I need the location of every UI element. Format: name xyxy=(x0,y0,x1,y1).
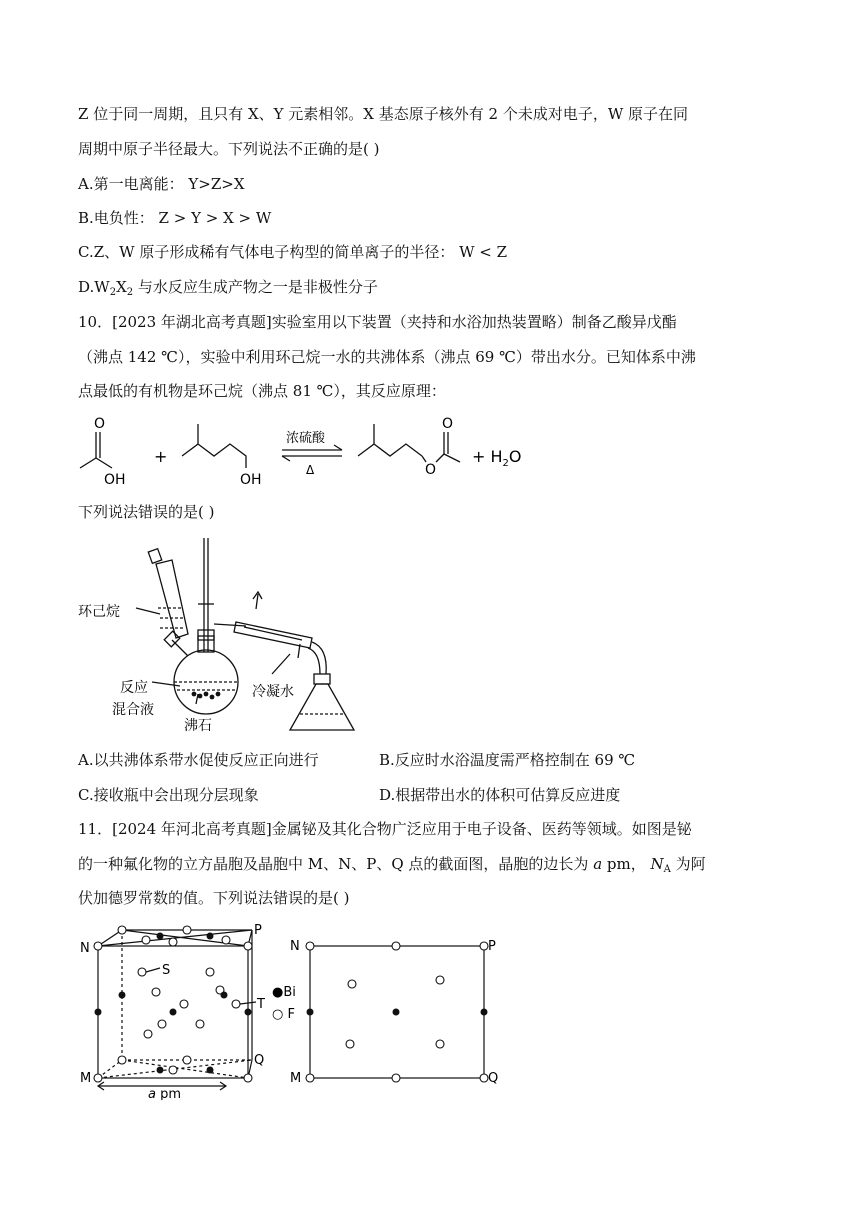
unit-cell-diagram xyxy=(76,920,306,1100)
q11-line1: 11．[2024 年河北高考真题]金属铋及其化合物广泛应用于电子设备、医药等领域。如图是铋 xyxy=(78,820,692,838)
q11-line2-text: 的一种氟化物的立方晶胞及晶胞中 M、N、P、Q 点的截面图，晶胞的边长为 xyxy=(78,855,594,873)
hydroxyl-label-2: OH xyxy=(240,472,262,488)
q10-option-d: D.根据带出水的体积可估算反应进度 xyxy=(379,786,621,804)
label-mixture: 混合液 xyxy=(112,702,154,718)
formula-w-sub: 2 xyxy=(109,287,117,298)
heat-label: Δ xyxy=(306,463,315,477)
water-h: + H xyxy=(472,447,503,466)
label-boiling-stone: 沸石 xyxy=(184,718,212,734)
cross-section-diagram xyxy=(286,932,506,1092)
label-cyclohexane: 环己烷 xyxy=(78,604,120,620)
section-label-n: N xyxy=(290,939,300,954)
formula-w: W xyxy=(94,278,110,296)
formula-x: X xyxy=(116,278,127,296)
q9-option-c: C.Z、W 原子形成稀有气体电子构型的简单离子的半径： W < Z xyxy=(78,243,508,261)
q9-option-d xyxy=(78,276,378,304)
edge-symbol: a xyxy=(593,855,603,873)
label-cooling-water: 冷凝水 xyxy=(252,684,294,700)
oxygen-label-1: O xyxy=(94,416,106,432)
q11-line3: 伏加德罗常数的值。下列说法错误的是( ) xyxy=(78,889,350,907)
oxygen-label-2: O xyxy=(442,416,454,432)
section-label-p: P xyxy=(488,939,496,954)
distillation-apparatus xyxy=(76,534,376,744)
q10-option-a: A.以共沸体系带水促使反应正向进行 xyxy=(78,751,319,769)
catalyst-label: 浓硫酸 xyxy=(286,431,326,446)
water-o: O xyxy=(508,447,522,466)
hydroxyl-label-1: OH xyxy=(104,472,126,488)
q9-option-a: A.第一电离能： Y>Z>X xyxy=(78,175,245,193)
water-sub: 2 xyxy=(502,458,509,469)
q10-line2: （沸点 142 ℃），实验中利用环己烷一水的共沸体系（沸点 69 ℃）带出水分。已知体系中沸 xyxy=(78,348,696,366)
q11-line2-end: 为阿 xyxy=(670,855,706,873)
q10-prompt: 下列说法错误的是( ) xyxy=(78,503,215,521)
cube-edge-label xyxy=(148,1087,181,1100)
cube-label-m: M xyxy=(80,1071,92,1086)
formula-x-sub: 2 xyxy=(126,287,134,298)
q10-line1: 10．[2023 年湖北高考真题]实验室用以下装置（夹持和水浴加热装置略）制备乙酸异戊酯 xyxy=(78,313,677,331)
q11-line2 xyxy=(78,853,706,881)
q9-option-d-text: 与水反应生成产物之一是非极性分子 xyxy=(133,278,378,296)
q10-option-b: B.反应时水浴温度需严格控制在 69 ℃ xyxy=(379,751,636,769)
cube-label-s: S xyxy=(162,963,171,978)
cube-label-n: N xyxy=(80,941,90,956)
legend-bi: ●Bi xyxy=(272,985,296,1000)
avogadro-sub: A xyxy=(663,864,671,875)
edge-unit: pm， xyxy=(602,855,651,873)
q9-option-b: B.电负性： Z > Y > X > W xyxy=(78,209,272,227)
plus-sign: + xyxy=(154,447,168,466)
cube-label-q: Q xyxy=(254,1053,265,1068)
reaction-scheme xyxy=(70,410,540,492)
section-label-q: Q xyxy=(488,1071,499,1086)
ester-oxygen-label: O xyxy=(425,462,437,478)
label-reaction: 反应 xyxy=(120,680,148,696)
q9-line2: 周期中原子半径最大。下列说法不正确的是( ) xyxy=(78,140,380,158)
cube-label-t: T xyxy=(257,997,265,1012)
cube-label-p: P xyxy=(254,923,262,938)
avogadro-symbol: N xyxy=(650,855,664,873)
q9-option-d-prefix: D. xyxy=(78,278,95,296)
legend-f: ○ F xyxy=(272,1007,295,1022)
q10-line3: 点最低的有机物是环己烷（沸点 81 ℃），其反应原理： xyxy=(78,382,446,400)
cube-edge-a: a xyxy=(148,1087,156,1100)
cube-edge-unit: pm xyxy=(155,1087,182,1100)
section-label-m: M xyxy=(290,1071,302,1086)
q10-option-c: C.接收瓶中会出现分层现象 xyxy=(78,786,259,804)
q9-line1: Z 位于同一周期，且只有 X、Y 元素相邻。X 基态原子核外有 2 个未成对电子，W 原子在同 xyxy=(78,105,689,123)
water-label xyxy=(472,447,522,469)
